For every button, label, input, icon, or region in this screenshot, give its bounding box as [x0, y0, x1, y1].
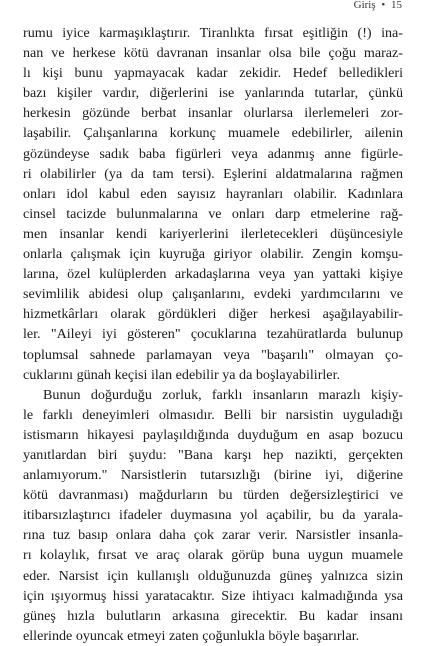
- text-line: ler. "Aileyi iyi gösteren" çocuklarına tezahüratlarda bulunup: [23, 326, 403, 343]
- text-line: kötü davranması) mağdurların bu türden değersizleştirici ve: [23, 487, 403, 504]
- page-number: 15: [391, 0, 402, 11]
- text-line: rına tuz basıp onlara daha çok zarar verir. Narsistler insanla-: [23, 527, 403, 544]
- text-line: istismarın hikayesi paylaşıldığında duyduğum en asap bozucu: [23, 426, 403, 443]
- text-line: anlamıyorum." Narsistlerin tutarsızlığı (birine iyi, diğerine: [23, 467, 403, 484]
- text-line: ri olabilirler (ya da tam tersi). Eşlerini aldatmalarına rağmen: [23, 165, 403, 182]
- section-title: Giriş: [353, 0, 376, 11]
- paragraph: [23, 23, 403, 385]
- text-line: le farklı deneyimleri olmasıdır. Belli bir narsistin uyguladığı: [23, 406, 403, 423]
- header-separator: •: [381, 0, 386, 11]
- text-line: onlarla çalışmak için kuyruğa giriyor olabilir. Zengin komşu-: [23, 246, 403, 263]
- text-line: men insanlar kendi kariyerlerini ilerletecekleri düşüncesiyle: [23, 225, 403, 242]
- text-line: yanıtlardan biri şuydu: "Bana karşı hep nazikti, gerçekten: [23, 446, 403, 463]
- text-line: toplumsal sahnede parlamayan veya "başarılı" olmayan ço-: [23, 346, 403, 363]
- text-line: için ışıyormuş hissi yaratacaktır. Size ihtiyacı kalmadığında ysa: [23, 587, 403, 604]
- text-line: nan ve herkese kötü davranan insanlar olsa bile çoğu maraz-: [23, 45, 403, 62]
- text-line: rı kolaylık, fırsat ve araç olarak görüp buna uygun muamele: [23, 547, 403, 564]
- text-line: itibarsızlaştırıcı ifadeler duymasına yol açabilir, bu da yarala-: [23, 507, 403, 524]
- text-line: güneş hızla bulutların arkasına girecektir. Bu kadar insanı: [23, 607, 403, 624]
- text-line: onları idol kabul eden sayısız hayranları olabilir. Kadınlara: [23, 185, 403, 202]
- text-line: gözündeyse sadık baba figürleri veya adanmış anne figürle-: [23, 145, 403, 162]
- text-line: herkesin gözünde berbat insanlar olurlarsa ilerlemeleri zor-: [23, 105, 403, 122]
- text-line: larına, özel kulüplerden arkadaşlarına veya yan yattaki kişiye: [23, 266, 403, 283]
- text-line: lı kişi bunu yapmayacak kadar zekidir. Hedef belledikleri: [23, 65, 403, 82]
- body-text: [23, 23, 403, 646]
- text-line: eder. Narsist için kullanışlı olduğunuzda güneş yalnızca sizin: [23, 567, 403, 584]
- text-line: laşabilir. Çalışanlarına korkunç muamele edebilirler, ailenin: [23, 125, 403, 142]
- text-line: hizmetkârları olarak gördükleri diğer herkesi aşağılayabilir-: [23, 306, 403, 323]
- text-line: cinsel tacizde bulunmalarına ve onları darp etmelerine rağ-: [23, 205, 403, 222]
- running-header: [354, 0, 402, 11]
- text-line: bazı kişiler vardır, diğerlerini ise yanlarında tutarlar, çünkü: [23, 85, 403, 102]
- paragraph: [23, 385, 403, 646]
- text-line: cuklarını günah keçisi ilan edebilir ya da boşlayabilirler.: [23, 366, 341, 383]
- text-line: Bunun doğurduğu zorluk, farklı insanların marazlı kişiy-: [43, 386, 403, 403]
- text-line: ellerinde oyuncak etmeyi zaten çoğunlukla böyle başarırlar.: [23, 627, 360, 644]
- text-line: sevimlilik abidesi olup çalışanlarını, evdeki yardımcılarını ve: [23, 286, 403, 303]
- text-line: rumu iyice karmaşıklaştırır. Tiranlıkta fırsat eşitliğin (!) ina-: [23, 25, 403, 41]
